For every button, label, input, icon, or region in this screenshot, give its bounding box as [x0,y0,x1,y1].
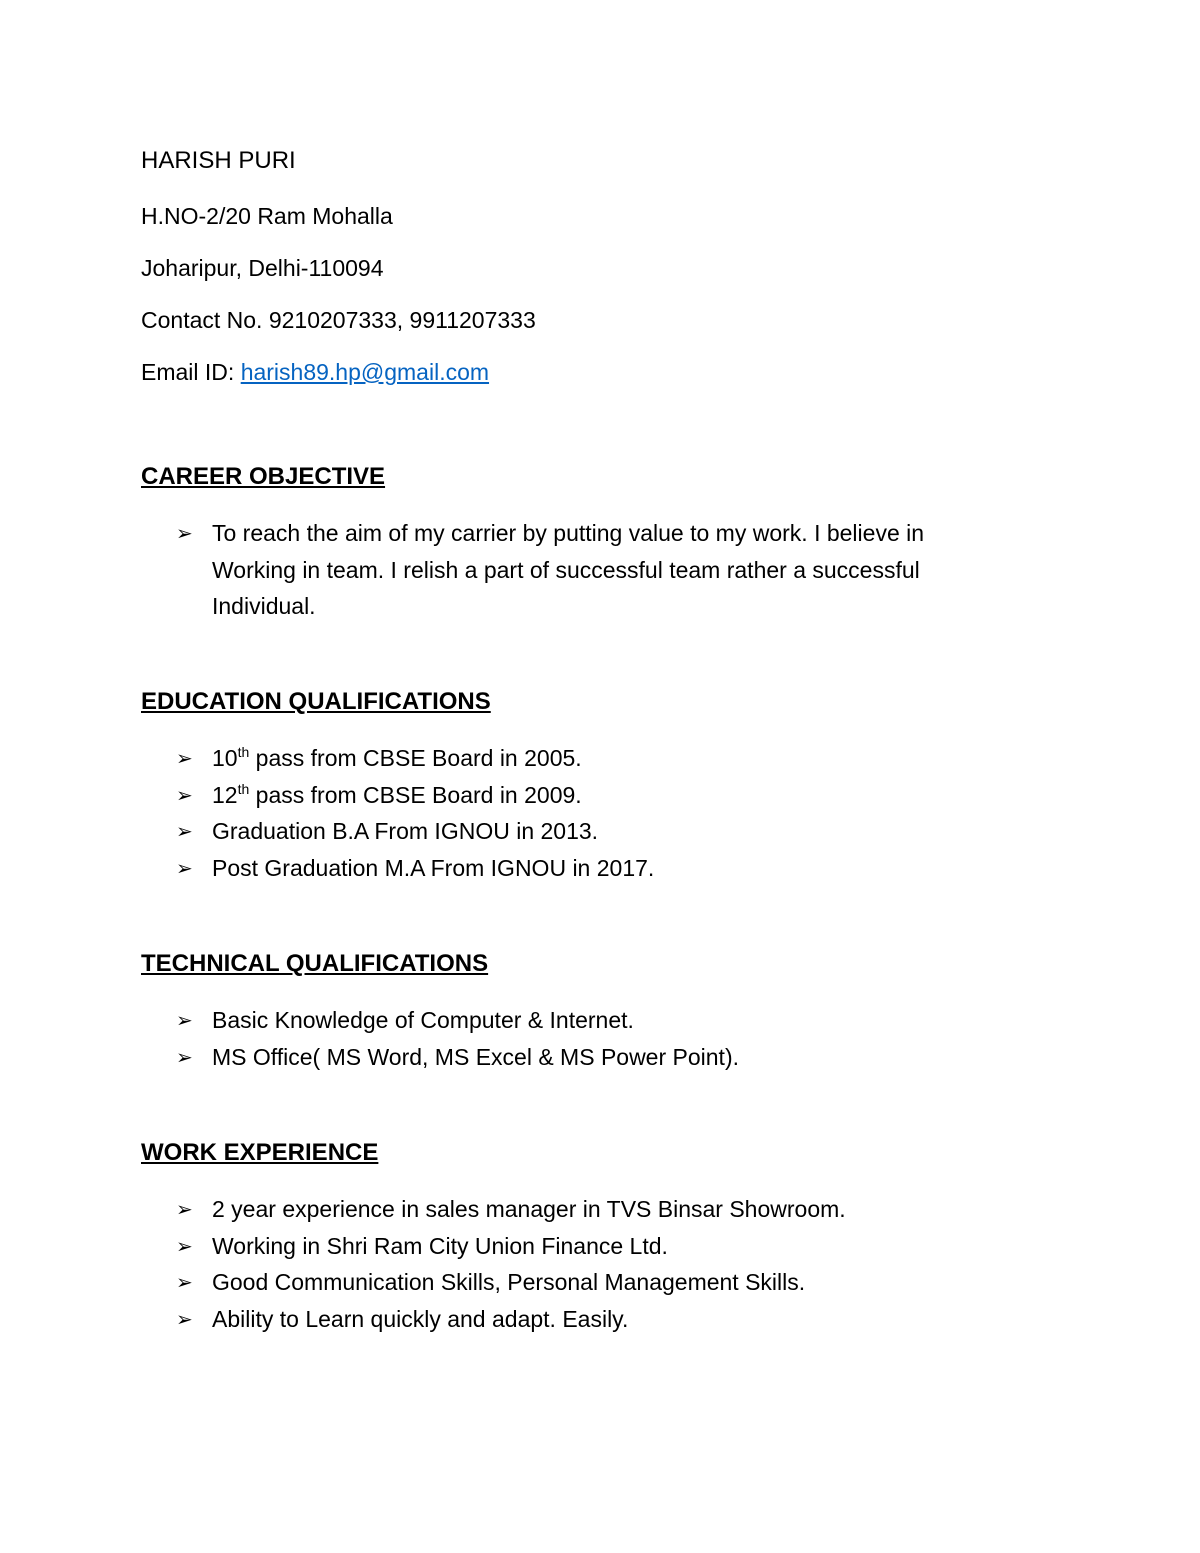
technical-item-text: MS Office( MS Word, MS Excel & MS Power Point). [212,1043,740,1070]
arrowhead-bullet-icon: ➢ [176,1044,193,1069]
career-objective-list [176,515,1012,625]
work-experience-list [176,1191,846,1337]
arrowhead-bullet-icon: ➢ [176,819,193,843]
work-item-text: Working in Shri Ram City Union Finance Ltd. [212,1232,668,1259]
address-line-2: Joharipur, Delhi-110094 [141,255,384,281]
education-list [176,740,654,886]
technical-heading: TECHNICAL QUALIFICATIONS [141,950,489,977]
contact-numbers: Contact No. 9210207333, 9911207333 [141,307,536,333]
education-item-text: pass from CBSE Board in 2005. [249,745,582,771]
work-experience-heading: WORK EXPERIENCE [141,1139,379,1166]
list-item [176,1191,846,1228]
arrowhead-bullet-icon: ➢ [176,1270,193,1294]
list-item [176,1002,739,1039]
education-item-prefix: Post Graduation M.A From IGNOU in 2017. [212,854,655,881]
work-item-text: Ability to Learn quickly and adapt. Easily. [212,1305,629,1332]
list-item [176,1264,846,1301]
ordinal-suffix: th [237,744,250,760]
arrowhead-bullet-icon: ➢ [176,1008,193,1032]
list-item [176,1039,739,1076]
career-objective-text: To reach the aim of my carrier by putting value to my work. I believe in Working in team. I relish a part of successful team rather a successful Individual. [212,520,925,619]
email-line [141,357,489,387]
technical-item-text: Basic Knowledge of Computer & Internet. [212,1007,634,1033]
email-link[interactable]: harish89.hp@gmail.com [240,359,490,385]
arrowhead-bullet-icon: ➢ [176,521,193,545]
address-line-1: H.NO-2/20 Ram Mohalla [141,203,393,229]
list-item [176,813,654,850]
arrowhead-bullet-icon: ➢ [176,782,193,807]
education-item-prefix: 10 [212,745,238,771]
ordinal-suffix: th [237,780,250,797]
list-item [176,1228,846,1265]
candidate-name: HARISH PURI [141,147,296,174]
arrowhead-bullet-icon: ➢ [176,1197,193,1221]
education-item-prefix: 12 [212,781,238,808]
list-item [176,777,654,814]
list-item [176,740,654,777]
education-item-prefix: Graduation B.A From IGNOU in 2013. [212,818,599,844]
arrowhead-bullet-icon: ➢ [176,746,193,770]
education-item-text: pass from CBSE Board in 2009. [249,781,582,808]
work-item-text: Good Communication Skills, Personal Management Skills. [212,1269,806,1295]
work-item-text: 2 year experience in sales manager in TVS Binsar Showroom. [212,1196,846,1222]
arrowhead-bullet-icon: ➢ [176,1233,193,1258]
list-item [176,850,654,887]
list-item [176,515,1012,625]
arrowhead-bullet-icon: ➢ [176,855,193,880]
career-objective-heading: CAREER OBJECTIVE [141,463,386,490]
email-label: Email ID: [141,359,241,385]
list-item [176,1301,846,1338]
education-heading: EDUCATION QUALIFICATIONS [141,688,491,715]
technical-list [176,1002,739,1075]
arrowhead-bullet-icon: ➢ [176,1306,193,1331]
